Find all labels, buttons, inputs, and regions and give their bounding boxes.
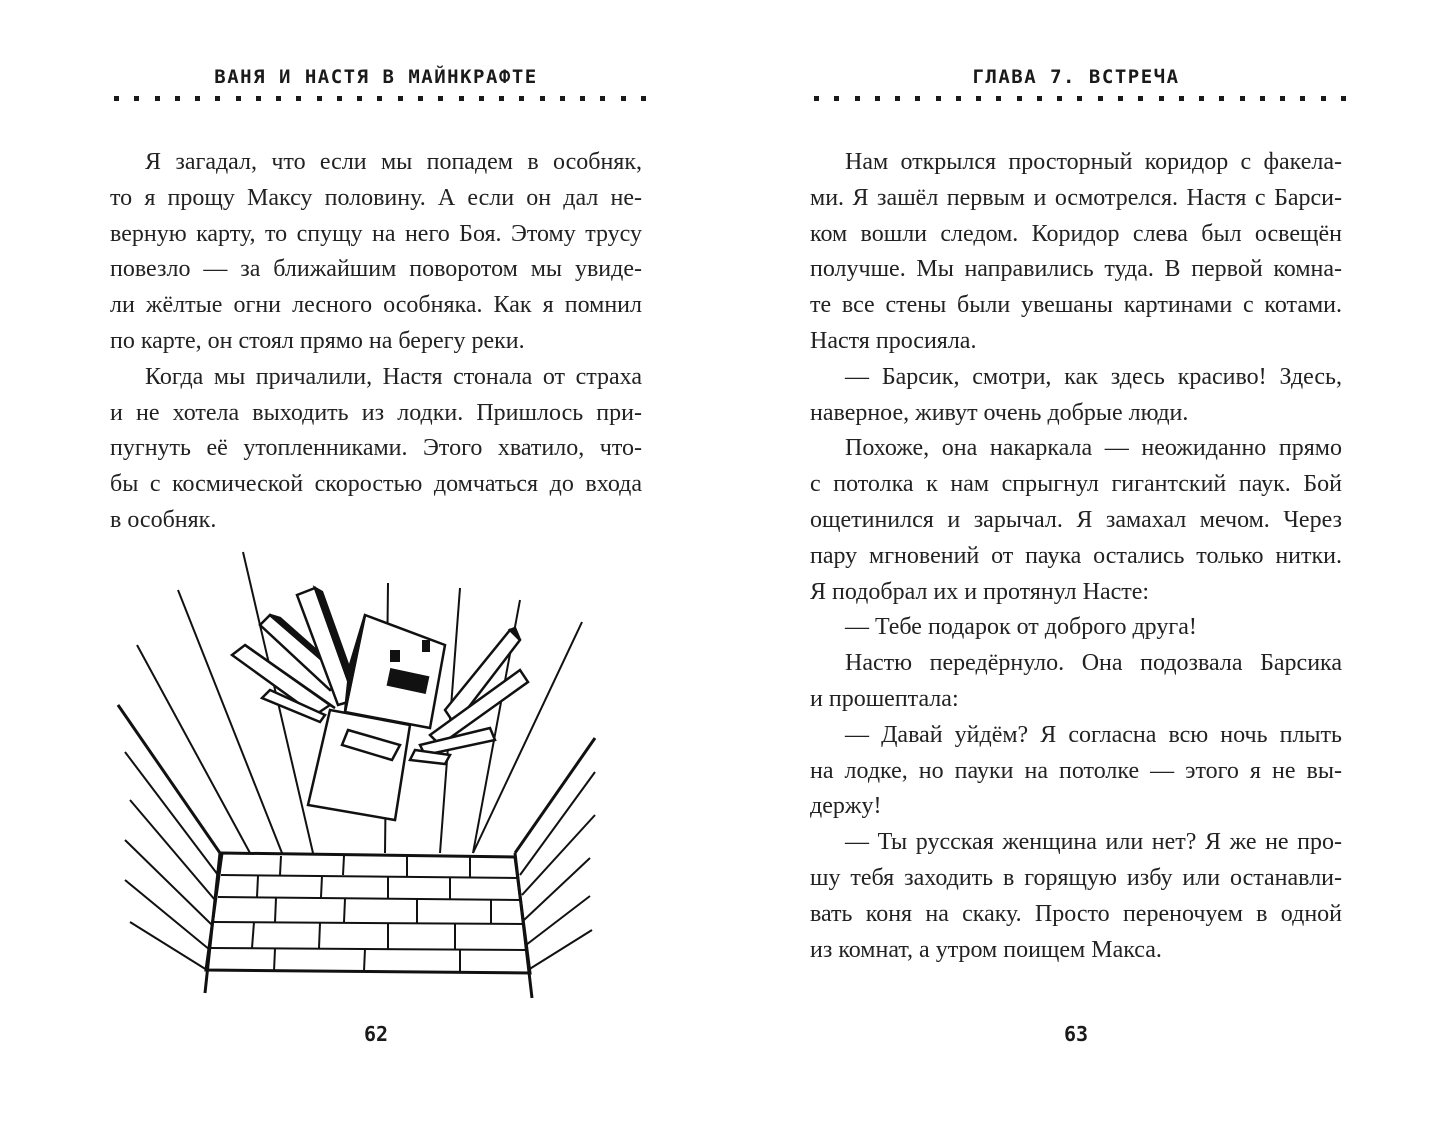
dot: [600, 96, 605, 101]
dot: [996, 96, 1001, 101]
dot: [459, 96, 464, 101]
dot: [337, 96, 342, 101]
text-line: — Тебе подарок от доброго друга!: [845, 614, 1197, 641]
dot: [895, 96, 900, 101]
text-line: Я загадал, что если мы попадем в особняк,: [145, 149, 642, 175]
dot: [1138, 96, 1143, 101]
paragraph: [810, 431, 1342, 610]
text-line: и не хотела выходить из лодки. Пришлось при-: [110, 399, 642, 426]
dot: [936, 96, 941, 101]
dot: [1260, 96, 1265, 101]
text-line: верную карту, то спущу на него Боя. Этому трусу: [110, 220, 642, 247]
text-line: бы с космической скоростью домчаться до входа: [110, 471, 642, 498]
text-line: ли жёлтые огни лесного особняка. Как я помнил: [110, 292, 642, 319]
text-line: держу!: [810, 793, 882, 820]
running-head-book-title: ВАНЯ И НАСТЯ В МАЙНКРАФТЕ: [214, 66, 538, 88]
dot: [834, 96, 839, 101]
right-page: [810, 0, 1342, 1125]
dot: [540, 96, 545, 101]
dot: [915, 96, 920, 101]
text-line: Я подобрал их и протянул Насте:: [810, 578, 1150, 605]
dot: [175, 96, 180, 101]
dot: [296, 96, 301, 101]
dot: [875, 96, 880, 101]
dot: [215, 96, 220, 101]
text-line: Настя просияла.: [810, 327, 977, 354]
text-line: Когда мы причалили, Настя стонала от страха: [145, 363, 642, 390]
dot: [1037, 96, 1042, 101]
text-line: получше. Мы направились туда. В первой комна-: [810, 256, 1342, 283]
text-line: — Ты русская женщина или нет? Я же не про-: [845, 829, 1342, 856]
dot: [1159, 96, 1164, 101]
text-line: ощетинился и зарычал. Я замахал мечом. Через: [810, 506, 1342, 533]
right-page-body: [810, 145, 1342, 968]
header-dotted-rule: [814, 96, 1346, 102]
paragraph: [810, 145, 1342, 360]
dot: [641, 96, 646, 101]
dot: [398, 96, 403, 101]
paragraph: [110, 360, 642, 539]
text-line: в особняк.: [110, 506, 217, 533]
paragraph: [810, 610, 1342, 646]
dot: [317, 96, 322, 101]
text-line: наверное, живут очень добрые люди.: [810, 399, 1189, 426]
spider-illustration: [110, 550, 670, 1010]
dot: [418, 96, 423, 101]
text-line: вать коня на скаку. Просто переночуем в одной: [810, 900, 1342, 927]
dot: [155, 96, 160, 101]
dot: [1300, 96, 1305, 101]
dot: [976, 96, 981, 101]
text-line: те все стены были увешаны картинами с котами.: [810, 292, 1342, 319]
page-number: 62: [363, 1022, 389, 1046]
text-line: по карте, он стоял прямо на берегу реки.: [110, 327, 525, 354]
text-line: Похоже, она накаркала — неожиданно прямо: [845, 435, 1342, 462]
text-line: — Давай уйдём? Я согласна всю ночь плыть: [845, 721, 1342, 748]
text-line: ком вошли следом. Коридор слева был освещён: [810, 220, 1342, 247]
dot: [256, 96, 261, 101]
dot: [621, 96, 626, 101]
dot: [1077, 96, 1082, 101]
text-line: с потолка к нам спрыгнул гигантский паук. Бой: [810, 471, 1342, 498]
dot: [134, 96, 139, 101]
dot: [855, 96, 860, 101]
dot: [1199, 96, 1204, 101]
text-line: повезло — за ближайшим поворотом мы увиде-: [110, 256, 642, 283]
left-page-body: [110, 145, 642, 539]
text-line: на лодке, но пауки на потолке — этого я не вы-: [810, 757, 1342, 784]
text-line: из комнат, а утром поищем Макса.: [810, 936, 1162, 963]
dot: [1017, 96, 1022, 101]
dot: [1219, 96, 1224, 101]
dot: [195, 96, 200, 101]
paragraph: [110, 145, 642, 360]
dot: [1057, 96, 1062, 101]
text-line: шу тебя заходить в горящую избу или останавли-: [810, 864, 1342, 891]
text-line: ми. Я зашёл первым и осмотрелся. Настя с Барси-: [810, 184, 1342, 211]
dot: [1240, 96, 1245, 101]
dot: [1280, 96, 1285, 101]
dot: [114, 96, 119, 101]
running-head-chapter-title: ГЛАВА 7. ВСТРЕЧА: [972, 66, 1180, 88]
text-line: Нам открылся просторный коридор с факела-: [845, 149, 1342, 175]
dot: [1321, 96, 1326, 101]
text-line: Настю передёрнуло. Она подозвала Барсика: [845, 650, 1342, 677]
paragraph: [810, 646, 1342, 718]
header-dotted-rule: [114, 96, 646, 102]
dot: [276, 96, 281, 101]
text-line: — Барсик, смотри, как здесь красиво! Здесь,: [845, 363, 1342, 390]
dot: [236, 96, 241, 101]
dot: [438, 96, 443, 101]
dot: [519, 96, 524, 101]
dot: [956, 96, 961, 101]
paragraph: [810, 360, 1342, 432]
dot: [560, 96, 565, 101]
text-line: то я прощу Максу половину. А если он дал не-: [110, 184, 642, 211]
dot: [479, 96, 484, 101]
dot: [580, 96, 585, 101]
left-page: [110, 0, 642, 1125]
dot: [1118, 96, 1123, 101]
paragraph: [810, 825, 1342, 968]
dot: [1341, 96, 1346, 101]
text-line: пару мгновений от паука остались только нитки.: [810, 542, 1342, 569]
dot: [499, 96, 504, 101]
text-line: пугнуть её утопленниками. Этого хватило, что-: [110, 435, 642, 462]
dot: [377, 96, 382, 101]
dot: [357, 96, 362, 101]
dot: [1098, 96, 1103, 101]
page-number: 63: [1063, 1022, 1089, 1046]
dot: [1179, 96, 1184, 101]
paragraph: [810, 718, 1342, 825]
text-line: и прошептала:: [810, 685, 959, 712]
dot: [814, 96, 819, 101]
